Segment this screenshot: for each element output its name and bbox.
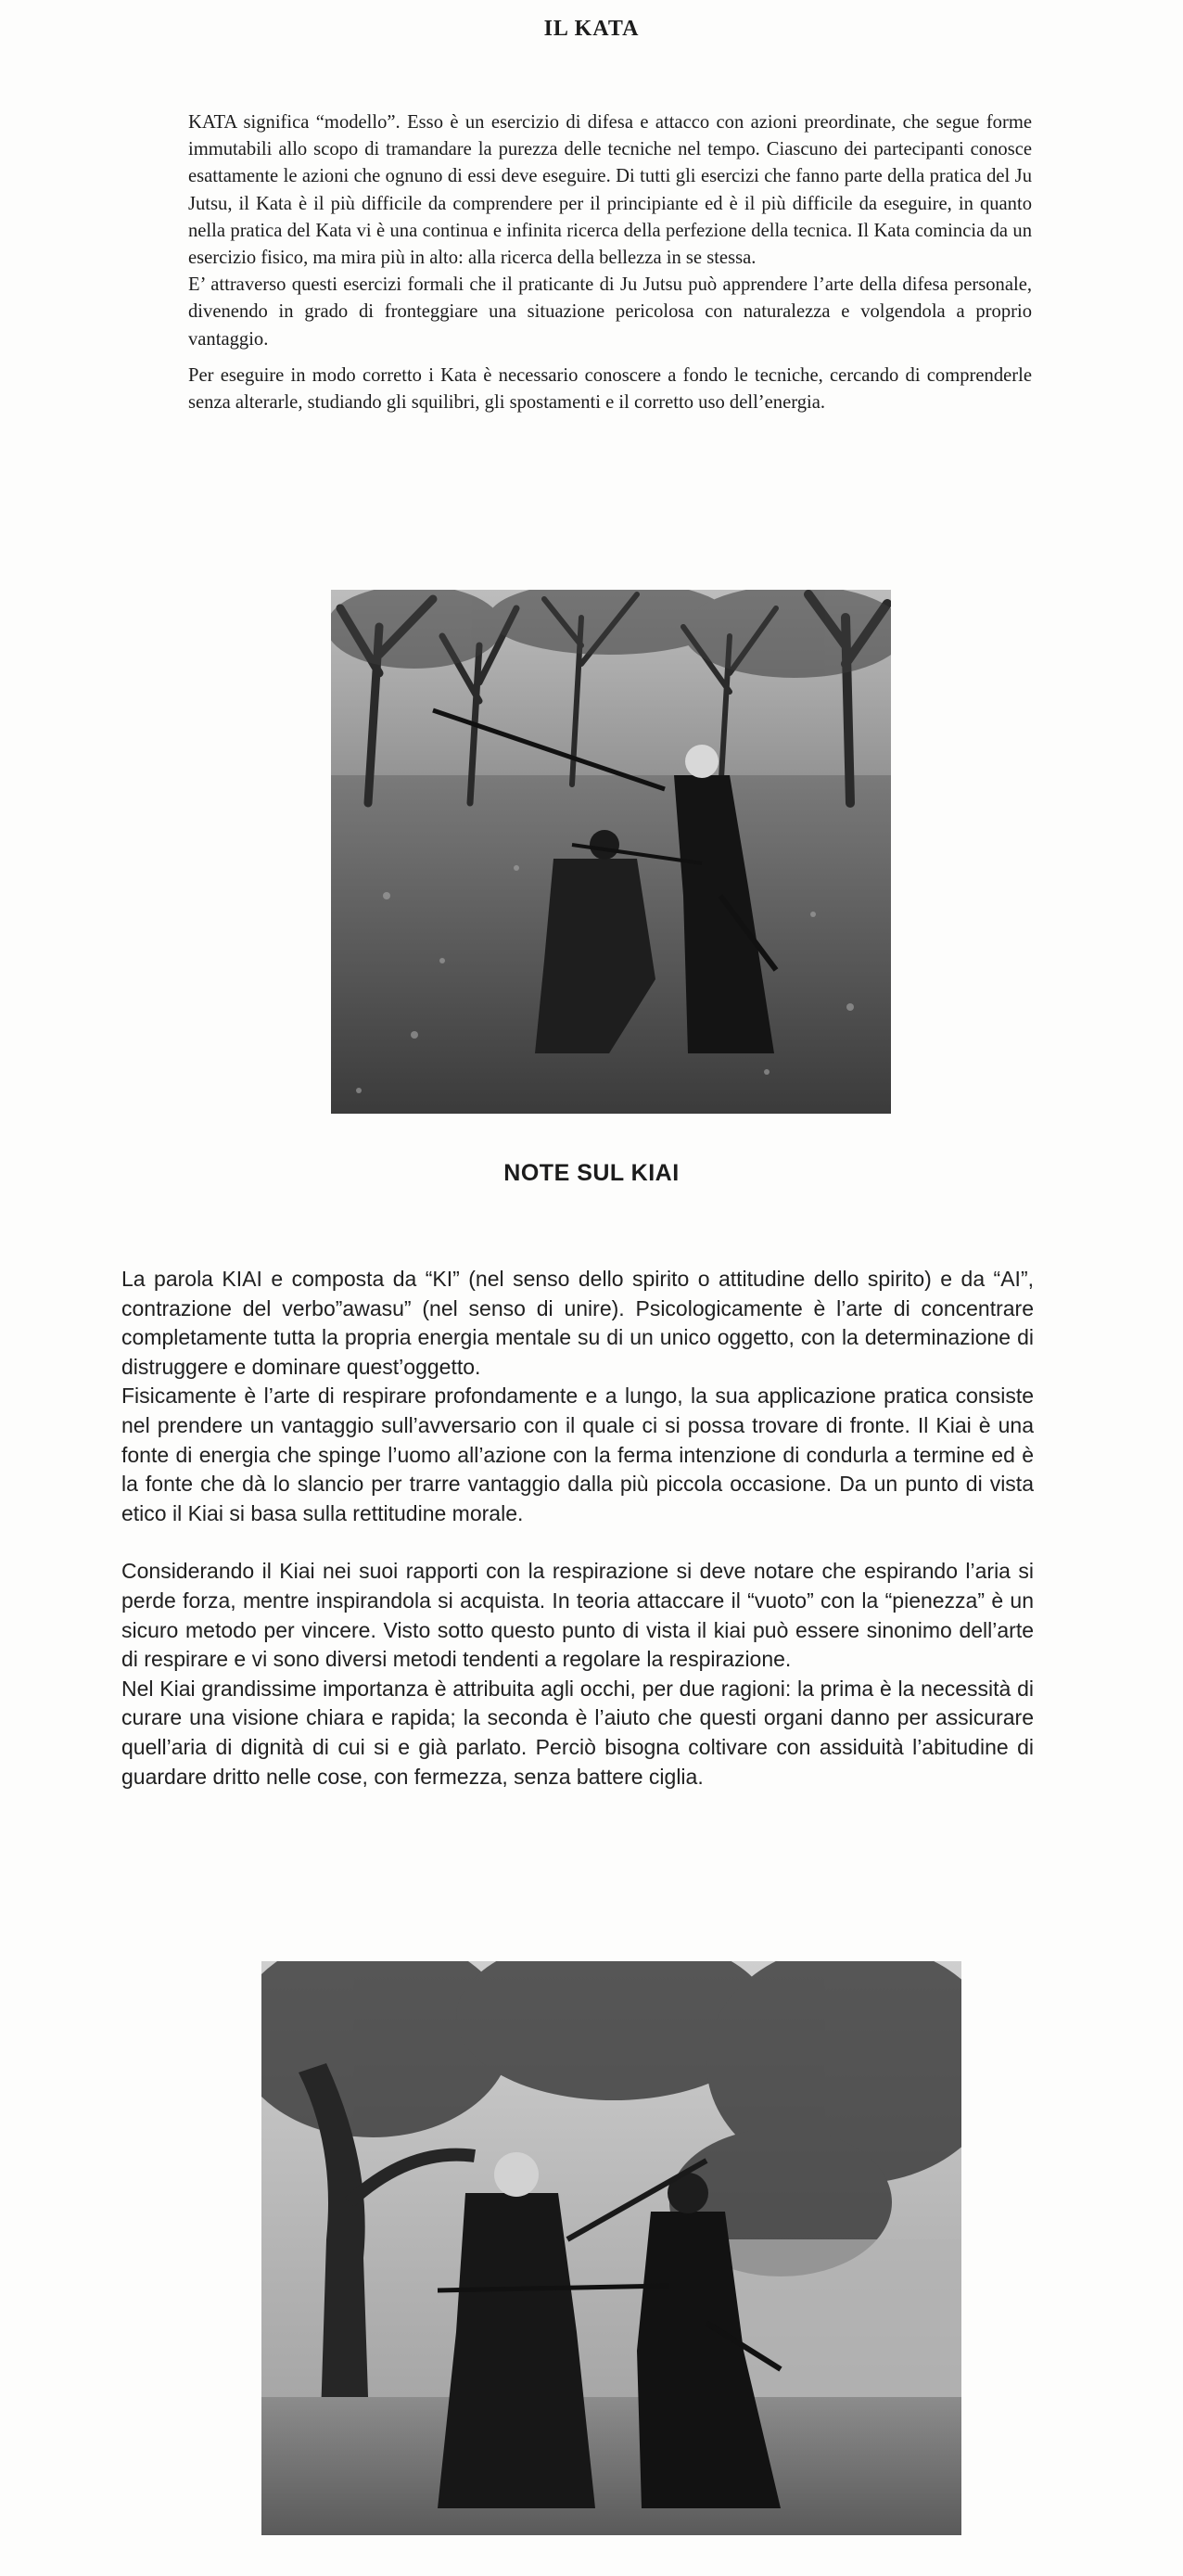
kata-paragraph-3: Per eseguire in modo corretto i Kata è necessario conoscere a fondo le tecniche, cercando di comprenderle senza alterarle, studiando gli squilibri, gli spostamenti e il corretto uso dell’energia.: [188, 364, 1032, 414]
kiai-paragraph-4: Nel Kiai grandissime importanza è attribuita agli occhi, per due ragioni: la prima è la necessità di curare una visione chiara e rapida; la seconda è l’aiuto che questi organi danno per assicurare quell’aria di dignità di cui si e già parlato. Perciò bisogna coltivare con assiduità l’abitudine di guardare dritto nelle cose, con fermezza, senza battere ciglia.: [121, 1676, 1034, 1789]
kiai-paragraph-3: Considerando il Kiai nei suoi rapporti con la respirazione si deve notare che espirando l’aria si perde forza, mentre inspirandola si acquista. In teoria attaccare il “vuoto” con la “pienezza” è un sicuro metodo per vincere. Visto sotto questo punto di vista il kiai può essere sinonimo dell’arte di respirare e vi sono diversi metodi tendenti a regolare la respirazione.: [121, 1559, 1034, 1672]
kata-paragraph-2: E’ attraverso questi esercizi formali che il praticante di Ju Jutsu può apprendere l’arte della difesa personale, divenendo in grado di fronteggiare una situazione pericolosa con naturalezza e volgendola a proprio vantaggio.: [188, 274, 1032, 350]
kiai-title: NOTE SUL KIAI: [503, 1160, 680, 1186]
kiai-photo-two-swordsmen-by-lake: [261, 1961, 961, 2535]
photo-illustration: [331, 590, 891, 1114]
kiai-paragraph-2: Fisicamente è l’arte di respirare profondamente e a lungo, la sua applicazione pratica consiste nel prendere un vantaggio sull’avversario con il quale ci si possa trovare di fronte. Il Kiai è una fonte di energia che spinge l’uomo all’azione con la ferma intenzione di condurla a termine ed è la fonte che dà lo slancio per trarre vantaggio dalla più piccola occasione. Da un punto di vista etico il Kiai si basa sulla rettitudine morale.: [121, 1384, 1034, 1525]
kiai-paragraph-1: La parola KIAI e composta da “KI” (nel senso dello spirito o attitudine dello spirito) e da “AI”, contrazione del verbo”awasu” (nel senso di unire). Psicologicamente è l’arte di concentrare completamente tutta la propria energia mentale su di un unico oggetto, con la determinazione di distruggere e dominare quest’oggetto.: [121, 1267, 1034, 1379]
kata-title: IL KATA: [543, 17, 640, 41]
kata-photo-two-swordsmen-in-park: [331, 590, 891, 1114]
photo-illustration: [261, 1961, 961, 2535]
kata-paragraph-1: KATA significa “modello”. Esso è un esercizio di difesa e attacco con azioni preordinate, che segue forme immutabili allo scopo di tramandare la purezza delle tecniche nel tempo. Ciascuno dei partecipanti conosce esattamente le azioni che ognuno di essi deve eseguire. Di tutti gli esercizi che fanno parte della pratica del Ju Jutsu, il Kata è il più difficile da comprendere per il principiante ed è il più difficile da eseguire, in quanto nella pratica del Kata vi è una continua e infinita ricerca della perfezione della tecnica. Il Kata comincia da un esercizio fisico, ma mira più in alto: alla ricerca della bellezza in se stessa.: [188, 112, 1032, 269]
kiai-section: [121, 1265, 1034, 1792]
kata-section: [188, 109, 1032, 416]
